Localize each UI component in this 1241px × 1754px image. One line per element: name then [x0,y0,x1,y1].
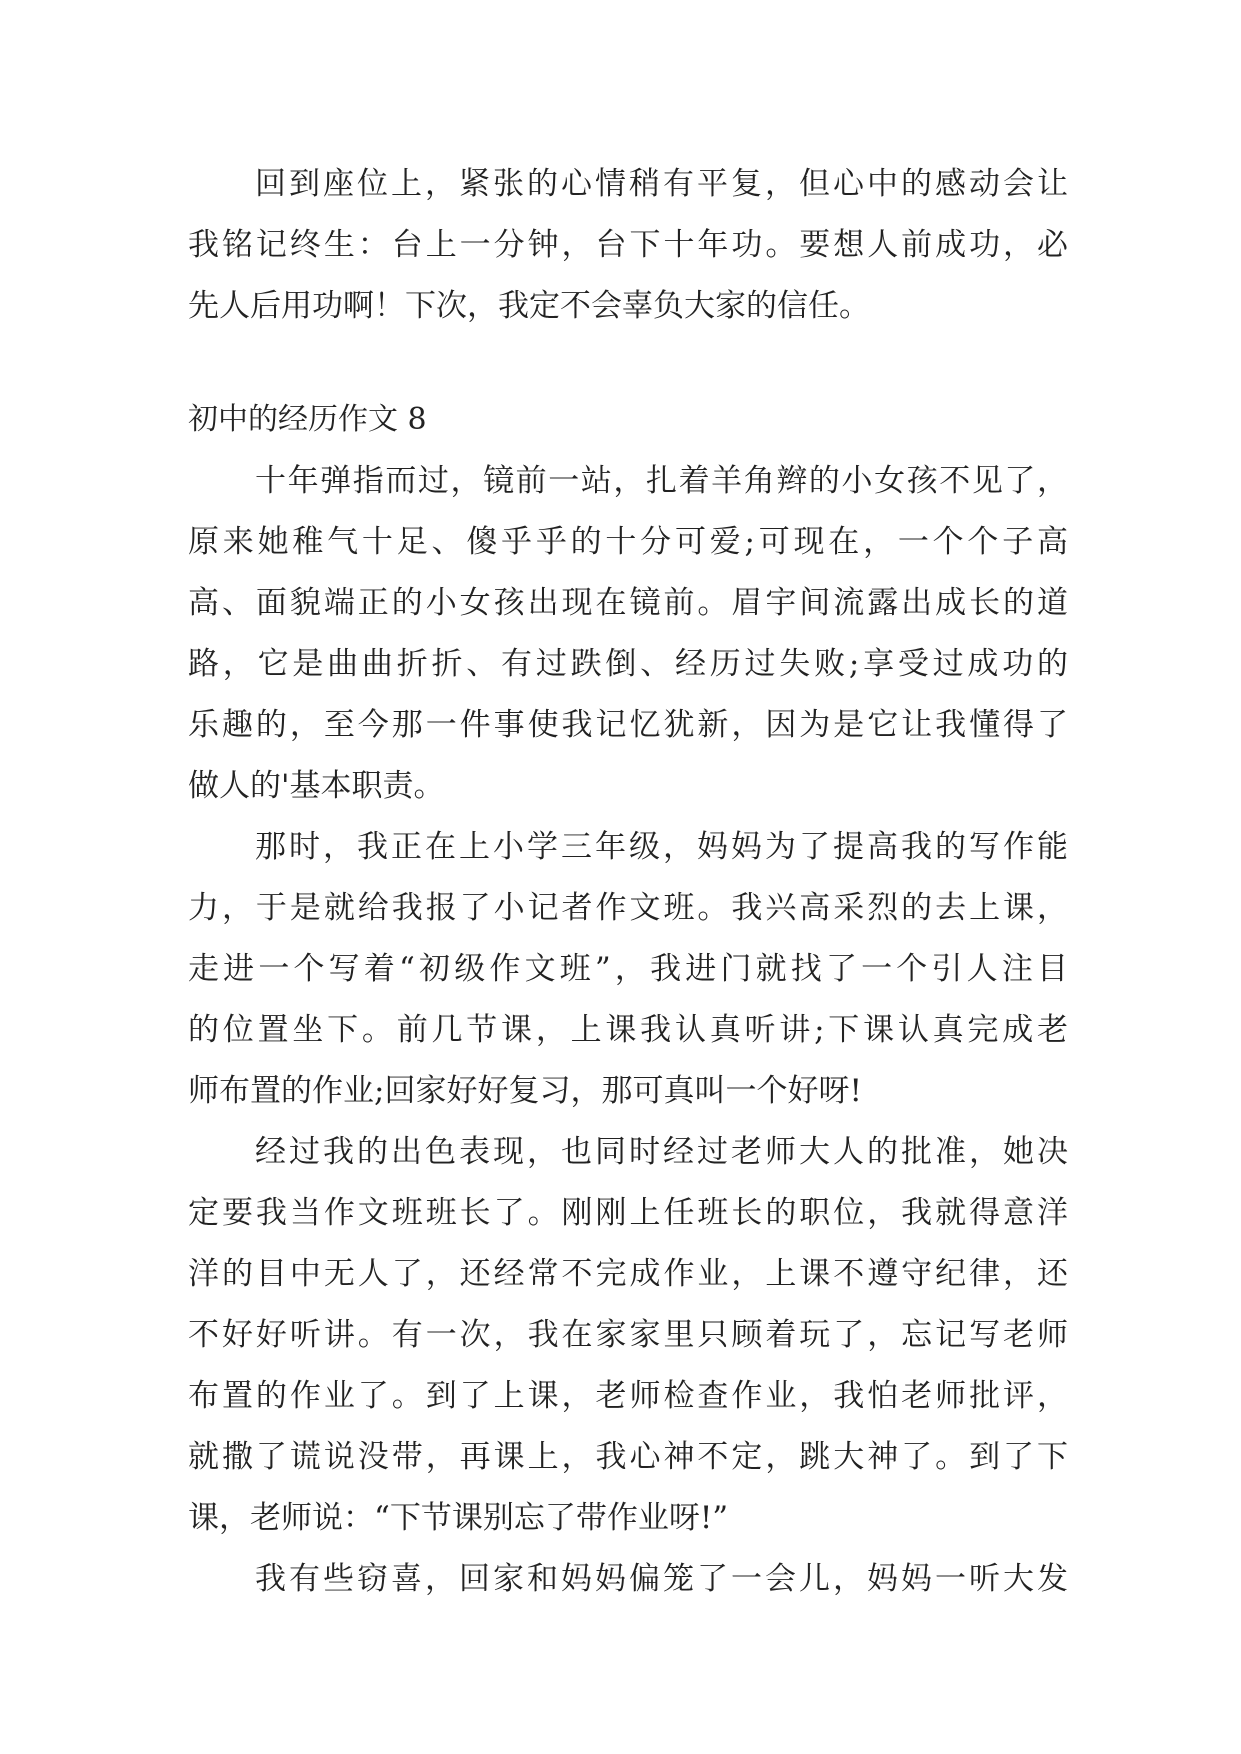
paragraph-4-line-3: 洋的目中无人了，还经常不完成作业，上课不遵守纪律，还 [188,1256,1068,1292]
paragraph-1-line-2: 我铭记终生：台上一分钟，台下十年功。要想人前成功，必 [188,227,1068,263]
paragraph-4-line-4: 不好好听讲。有一次，我在家家里只顾着玩了，忘记写老师 [188,1317,1068,1353]
paragraph-3-line-5: 师布置的作业;回家好好复习，那可真叫一个好呀! [188,1073,862,1109]
paragraph-2-line-3: 高、面貌端正的小女孩出现在镜前。眉宇间流露出成长的道 [188,585,1068,621]
paragraph-1-line-1: 回到座位上，紧张的心情稍有平复，但心中的感动会让 [255,166,1068,202]
paragraph-5-line-1: 我有些窃喜，回家和妈妈偏笼了一会儿，妈妈一听大发 [255,1561,1068,1597]
paragraph-2-line-4: 路，它是曲曲折折、有过跌倒、经历过失败;享受过成功的 [188,646,1068,682]
section-heading: 初中的经历作文 8 [188,402,427,437]
paragraph-2-line-2: 原来她稚气十足、傻乎乎的十分可爱;可现在，一个个子高 [188,524,1068,560]
paragraph-4-line-6: 就撒了谎说没带，再课上，我心神不定，跳大神了。到了下 [188,1439,1068,1475]
paragraph-2-line-1: 十年弹指而过，镜前一站，扎着羊角辫的小女孩不见了， [255,463,1068,499]
paragraph-2-line-5: 乐趣的，至今那一件事使我记忆犹新，因为是它让我懂得了 [188,707,1068,743]
paragraph-4-line-7: 课，老师说：“下节课别忘了带作业呀!” [188,1500,729,1536]
paragraph-4-line-1: 经过我的出色表现，也同时经过老师大人的批准，她决 [255,1134,1068,1170]
paragraph-4-line-5: 布置的作业了。到了上课，老师检查作业，我怕老师批评， [188,1378,1068,1414]
paragraph-4-line-2: 定要我当作文班班长了。刚刚上任班长的职位，我就得意洋 [188,1195,1068,1231]
paragraph-3-line-4: 的位置坐下。前几节课，上课我认真听讲;下课认真完成老 [188,1012,1068,1048]
paragraph-3-line-2: 力，于是就给我报了小记者作文班。我兴高采烈的去上课， [188,890,1068,926]
paragraph-2-line-6: 做人的'基本职责。 [188,768,445,804]
paragraph-3-line-1: 那时，我正在上小学三年级，妈妈为了提高我的写作能 [255,829,1068,865]
paragraph-3-line-3: 走进一个写着“初级作文班”，我进门就找了一个引人注目 [188,951,1068,987]
paragraph-1-line-3: 先人后用功啊！下次，我定不会辜负大家的信任。 [188,288,870,324]
